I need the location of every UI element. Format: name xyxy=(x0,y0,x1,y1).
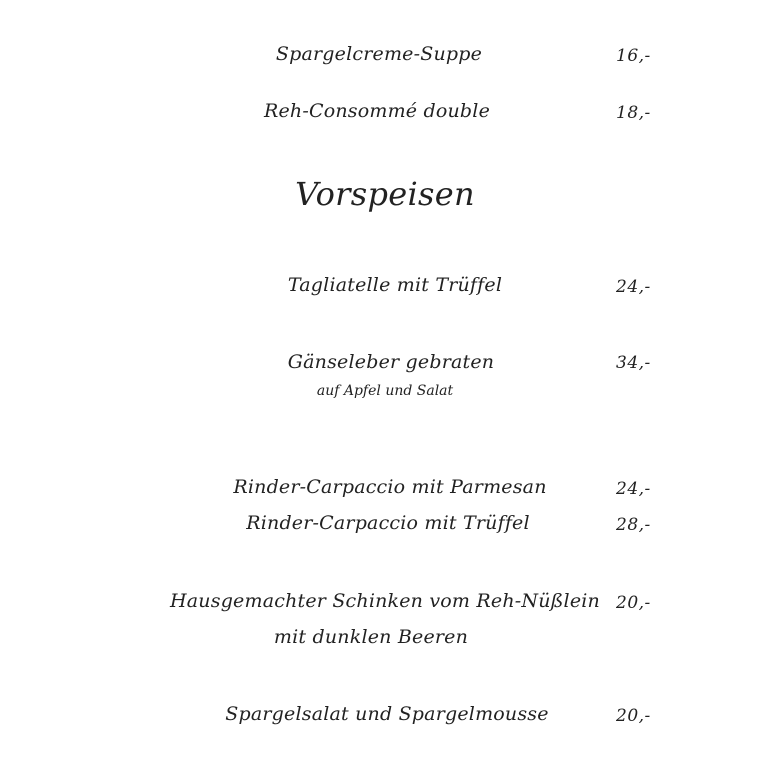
menu-item-detail: mit dunklen Beeren xyxy=(273,626,469,648)
menu-item-name: Reh-Consommé double xyxy=(263,100,491,122)
menu-item-name: Spargelcreme-Suppe xyxy=(275,43,483,65)
menu-item-detail: auf Apfel und Salat xyxy=(316,383,454,399)
menu-item-name: Spargelsalat und Spargelmousse xyxy=(225,703,549,725)
menu-item-price: 24,- xyxy=(616,277,651,297)
menu-item-name: Gänseleber gebraten xyxy=(287,351,495,373)
menu-item-price: 24,- xyxy=(616,479,651,499)
menu-item-price: 34,- xyxy=(616,353,651,373)
menu-item-price: 28,- xyxy=(616,515,651,535)
section-heading: Vorspeisen xyxy=(295,175,475,213)
menu-item-price: 18,- xyxy=(616,103,651,123)
menu-item-price: 20,- xyxy=(616,706,651,726)
menu-item-name: Rinder-Carpaccio mit Parmesan xyxy=(233,476,547,498)
menu-item-name: Tagliatelle mit Trüffel xyxy=(287,274,503,296)
menu-item-name: Hausgemachter Schinken vom Reh-Nüßlein xyxy=(170,590,600,612)
menu-item-price: 16,- xyxy=(616,46,651,66)
menu-item-price: 20,- xyxy=(616,593,651,613)
menu-item-name: Rinder-Carpaccio mit Trüffel xyxy=(246,512,530,534)
